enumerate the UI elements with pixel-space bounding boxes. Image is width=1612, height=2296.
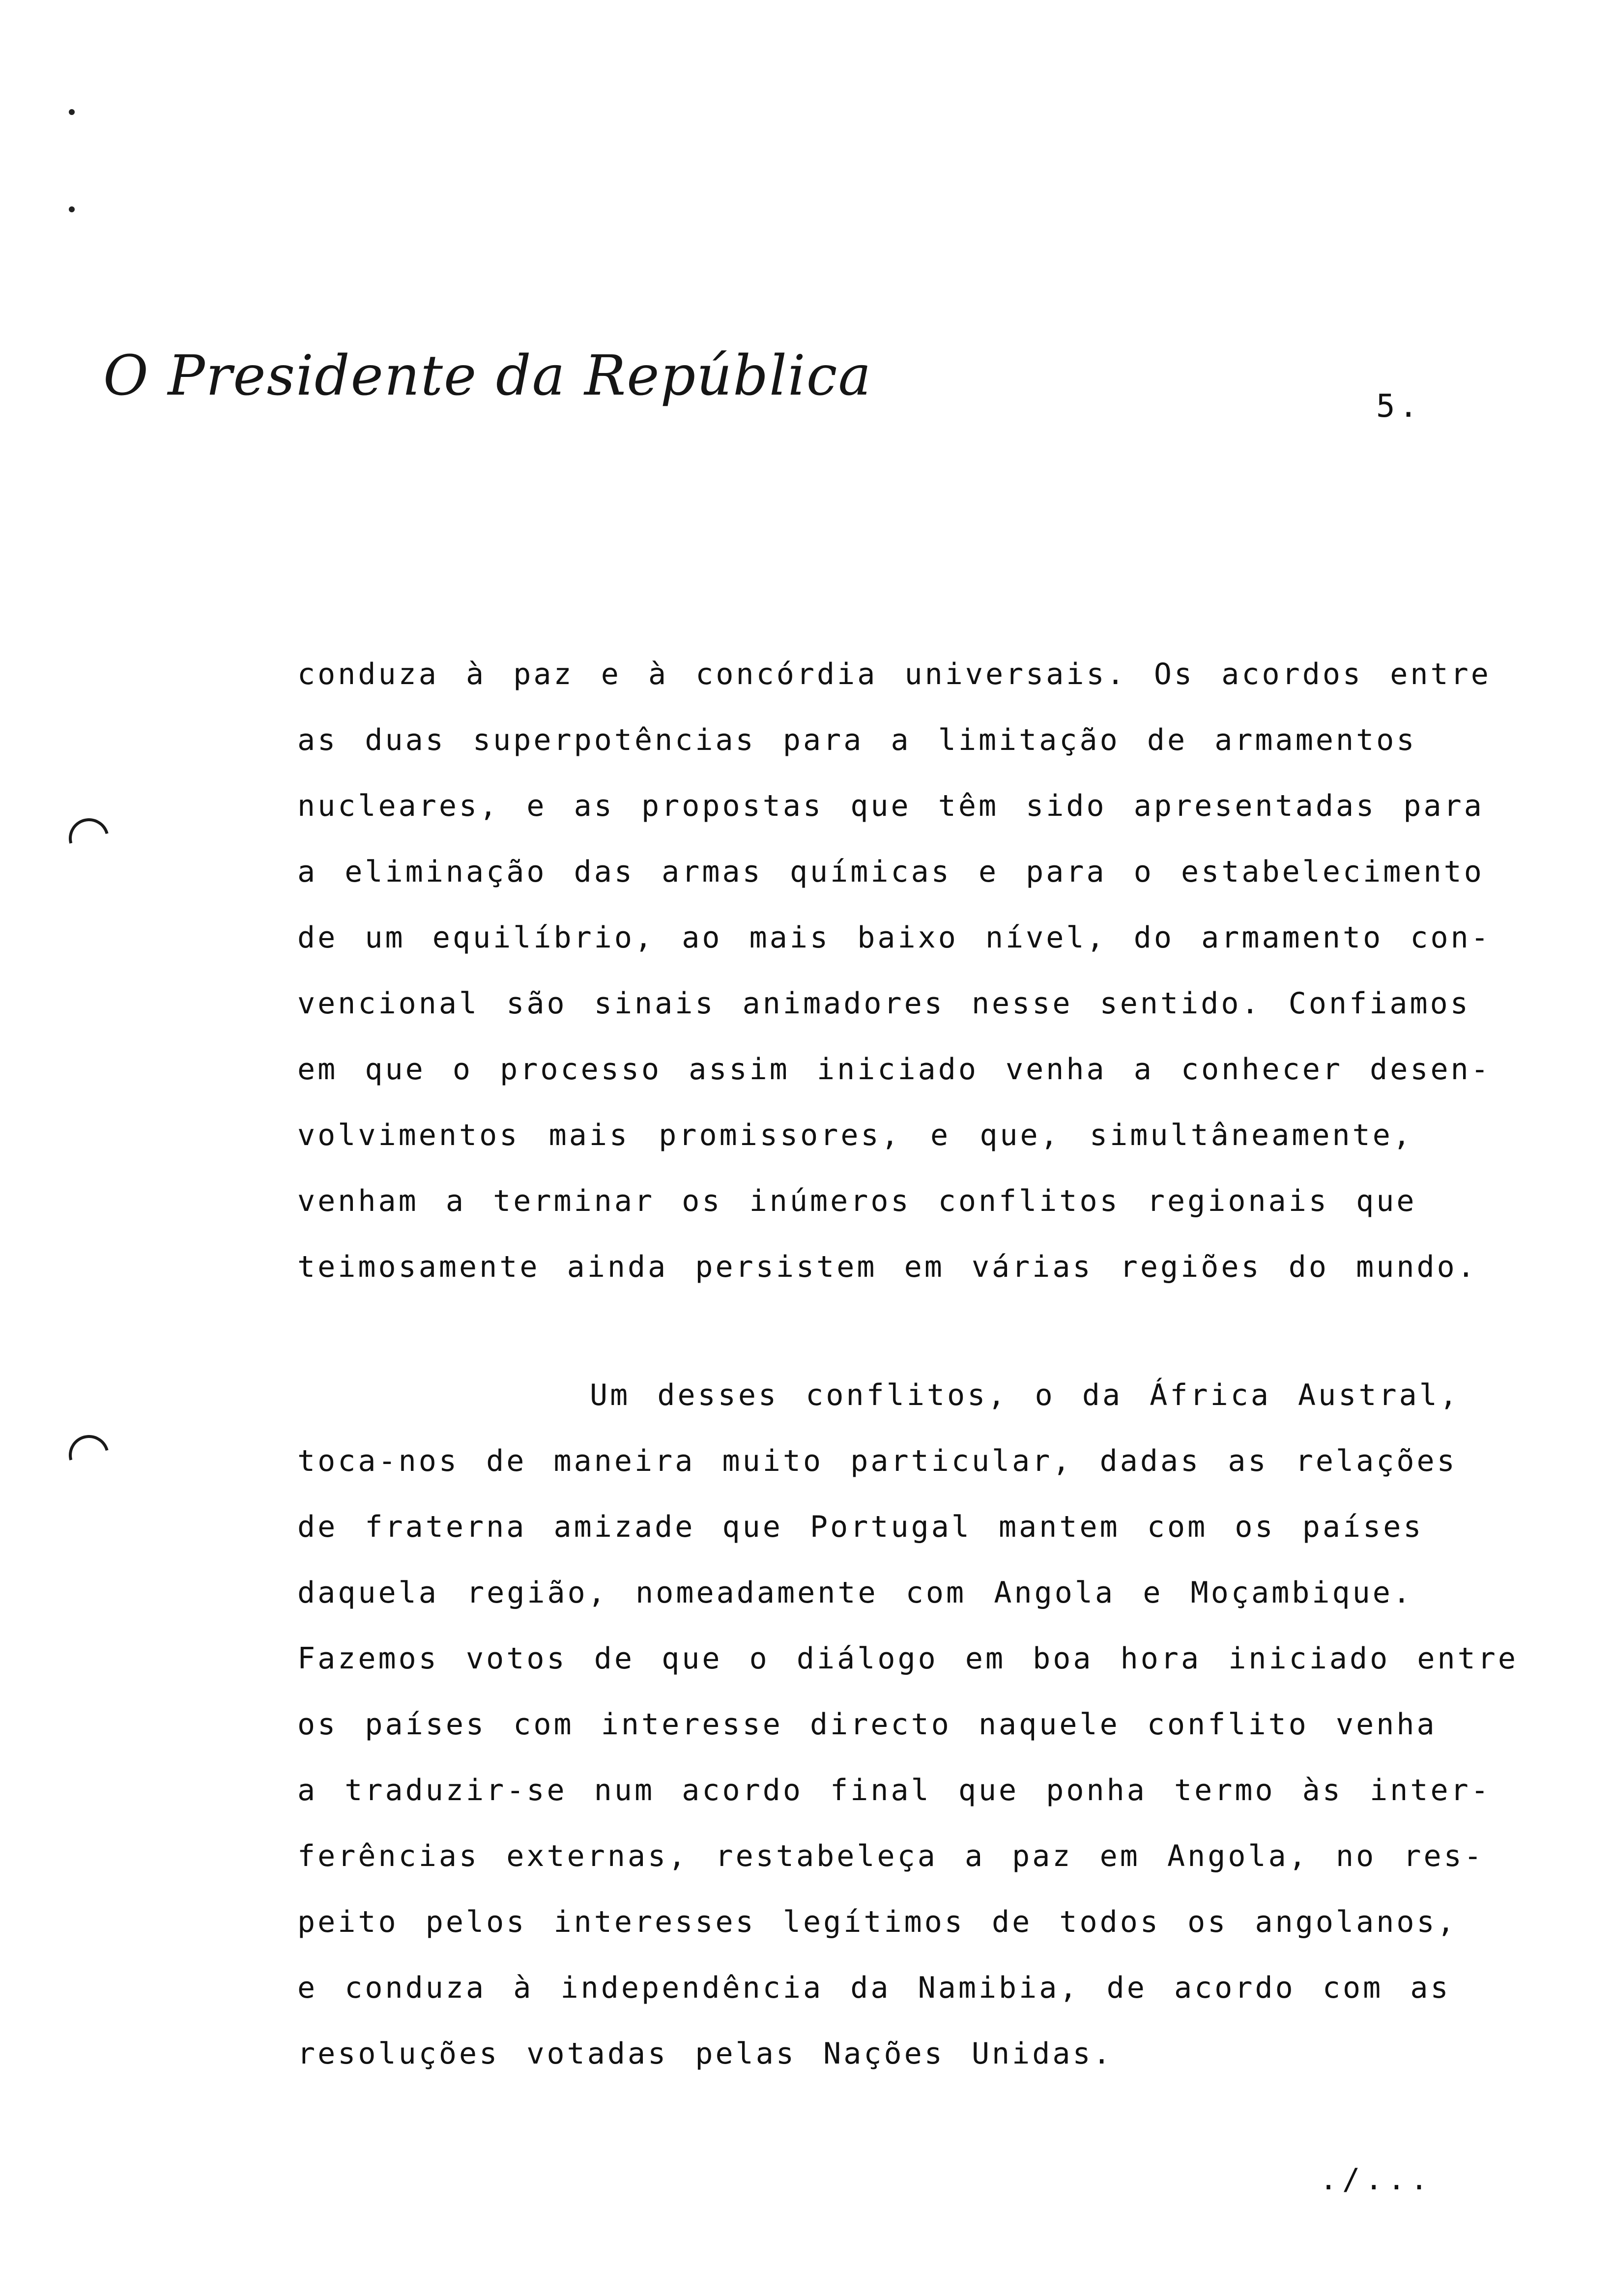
text-line: e conduza à independência da Namibia, de acordo com as	[297, 1971, 1451, 2005]
text-line: a traduzir-se num acordo final que ponha termo às inter-	[297, 1773, 1491, 1808]
text-line: daquela região, nomeadamente com Angola e Moçambique.	[297, 1576, 1413, 1610]
continuation-mark: ./...	[1320, 2162, 1433, 2197]
page-number: 5.	[1376, 388, 1422, 425]
text-line: Fazemos votos de que o diálogo em boa hora iniciado entre	[297, 1641, 1519, 1676]
text-line: de um equilíbrio, ao mais baixo nível, do armamento con-	[297, 920, 1491, 955]
paragraph-2	[297, 1362, 1519, 2087]
text-line: venham a terminar os inúmeros conflitos regionais que	[297, 1184, 1417, 1218]
text-line: conduza à paz e à concórdia universais. Os acordos entre	[297, 657, 1491, 691]
text-line: a eliminação das armas químicas e para o estabelecimento	[297, 855, 1484, 889]
text-line: volvimentos mais promissores, e que, simultâneamente,	[297, 1118, 1413, 1152]
margin-dot	[69, 206, 75, 212]
paragraph-1	[297, 641, 1491, 1300]
text-line: nucleares, e as propostas que têm sido apresentadas para	[297, 789, 1484, 823]
text-line: os países com interesse directo naquele conflito venha	[297, 1707, 1437, 1742]
text-line: de fraterna amizade que Portugal mantem com os países	[297, 1510, 1424, 1544]
text-line: as duas superpotências para a limitação de armamentos	[297, 723, 1417, 757]
text-line: toca-nos de maneira muito particular, dadas as relações	[297, 1444, 1457, 1478]
text-line: vencional são sinais animadores nesse sentido. Confiamos	[297, 986, 1470, 1021]
text-line: peito pelos interesses legítimos de todos os angolanos,	[297, 1905, 1457, 1939]
margin-dot	[69, 109, 75, 115]
punch-hole-mark	[61, 811, 116, 866]
punch-hole-mark	[61, 1428, 116, 1483]
text-line: Um desses conflitos, o da África Austral,	[590, 1378, 1460, 1412]
text-line: resoluções votadas pelas Nações Unidas.	[297, 2037, 1113, 2071]
text-line: ferências externas, restabeleça a paz em Angola, no res-	[297, 1839, 1484, 1873]
text-line: teimosamente ainda persistem em várias regiões do mundo.	[297, 1250, 1477, 1284]
text-line: em que o processo assim iniciado venha a conhecer desen-	[297, 1052, 1491, 1087]
letterhead-title: O Presidente da República	[103, 344, 872, 408]
